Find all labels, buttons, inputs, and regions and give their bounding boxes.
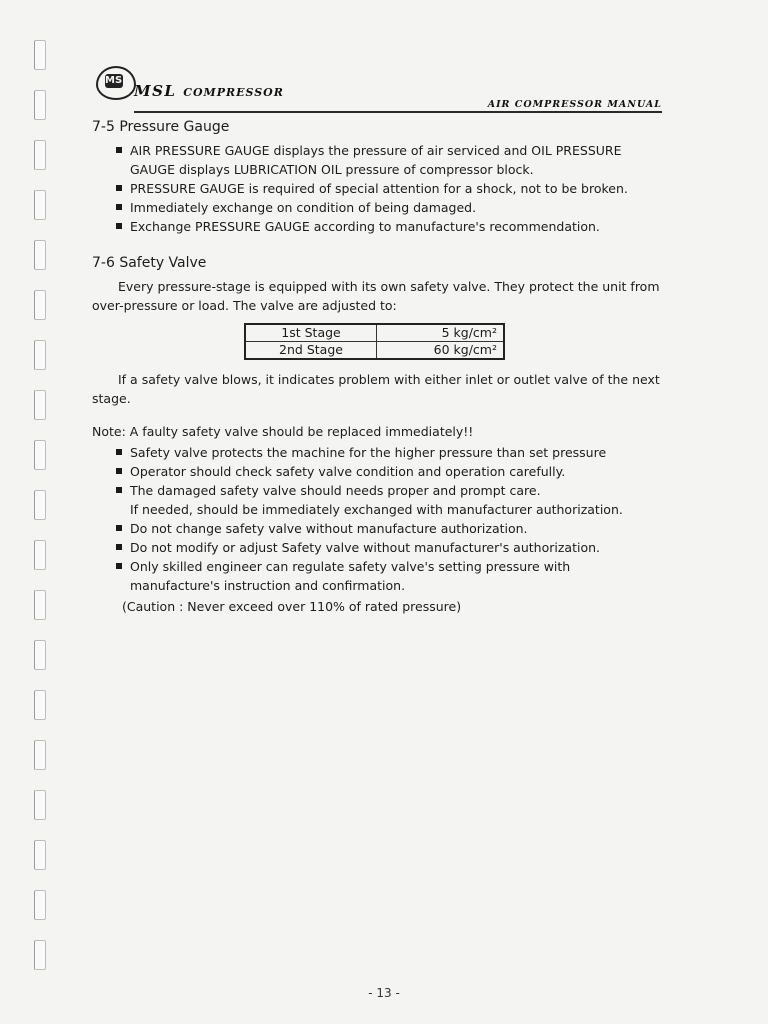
list-item: AIR PRESSURE GAUGE displays the pressure of air serviced and OIL PRESSURE GAUGE displays LUBRICATION OIL pressure of compressor block. [114, 141, 662, 179]
safety-valve-blow-note: If a safety valve blows, it indicates problem with either inlet or outlet valve of the next stage. [92, 372, 660, 406]
safety-valve-intro: Every pressure-stage is equipped with its own safety valve. They protect the unit from over-pressure or load. The valve are adjusted to: [92, 279, 660, 313]
binder-hole [34, 140, 46, 170]
section-title-pressure-gauge: 7-5 Pressure Gauge [92, 119, 230, 135]
brand-name [134, 82, 284, 100]
safety-note-list-2 [92, 519, 662, 595]
header-divider [134, 111, 662, 113]
page-content [92, 118, 662, 616]
binder-hole [34, 440, 46, 470]
table-row [245, 342, 504, 360]
stage-pressure: 60 kg/cm² [377, 342, 505, 360]
page-number: - 13 - [368, 986, 400, 1000]
stage-name: 1st Stage [245, 324, 377, 342]
stage-pressure: 5 kg/cm² [377, 324, 505, 342]
manual-title: AIR COMPRESSOR MANUAL [487, 99, 662, 110]
table-row [245, 324, 504, 342]
note-heading: Note: A faulty safety valve should be replaced immediately!! [92, 424, 474, 439]
section-title-safety-valve: 7-6 Safety Valve [92, 255, 207, 271]
list-item: The damaged safety valve should needs proper and prompt care. [114, 481, 662, 500]
brand-main: MSL [134, 82, 177, 100]
binder-hole [34, 40, 46, 70]
list-item: Immediately exchange on condition of being damaged. [114, 198, 662, 217]
list-item: Do not modify or adjust Safety valve without manufacturer's authorization. [114, 538, 662, 557]
list-item: PRESSURE GAUGE is required of special attention for a shock, not to be broken. [114, 179, 662, 198]
binder-hole [34, 790, 46, 820]
binder-hole [34, 290, 46, 320]
stage-name: 2nd Stage [245, 342, 377, 360]
list-item: Do not change safety valve without manufacture authorization. [114, 519, 662, 538]
binder-hole [34, 390, 46, 420]
binder-hole [34, 490, 46, 520]
binder-hole [34, 740, 46, 770]
logo-mark: MSL [105, 75, 129, 86]
binder-hole [34, 90, 46, 120]
binder-hole [34, 190, 46, 220]
binder-hole [34, 890, 46, 920]
note-continuation: If needed, should be immediately exchanged with manufacturer authorization. [130, 502, 623, 517]
list-item: Safety valve protects the machine for the higher pressure than set pressure [114, 443, 662, 462]
binder-hole [34, 240, 46, 270]
safety-note-list [92, 443, 662, 500]
caution-note: (Caution : Never exceed over 110% of rated pressure) [122, 599, 462, 614]
company-logo [96, 66, 136, 100]
binder-hole [34, 590, 46, 620]
pressure-gauge-list [92, 141, 662, 236]
binder-hole [34, 540, 46, 570]
binder-hole [34, 940, 46, 970]
page-header [96, 64, 662, 114]
binder-hole [34, 840, 46, 870]
binder-hole [34, 340, 46, 370]
binder-hole [34, 640, 46, 670]
binder-hole [34, 690, 46, 720]
binder-holes [34, 40, 48, 1000]
list-item: Operator should check safety valve condition and operation carefully. [114, 462, 662, 481]
brand-sub: COMPRESSOR [183, 86, 284, 99]
list-item: Exchange PRESSURE GAUGE according to manufacture's recommendation. [114, 217, 662, 236]
list-item: Only skilled engineer can regulate safety valve's setting pressure with manufacture's instruction and confirmation. [114, 557, 662, 595]
stage-pressure-table [244, 323, 505, 360]
